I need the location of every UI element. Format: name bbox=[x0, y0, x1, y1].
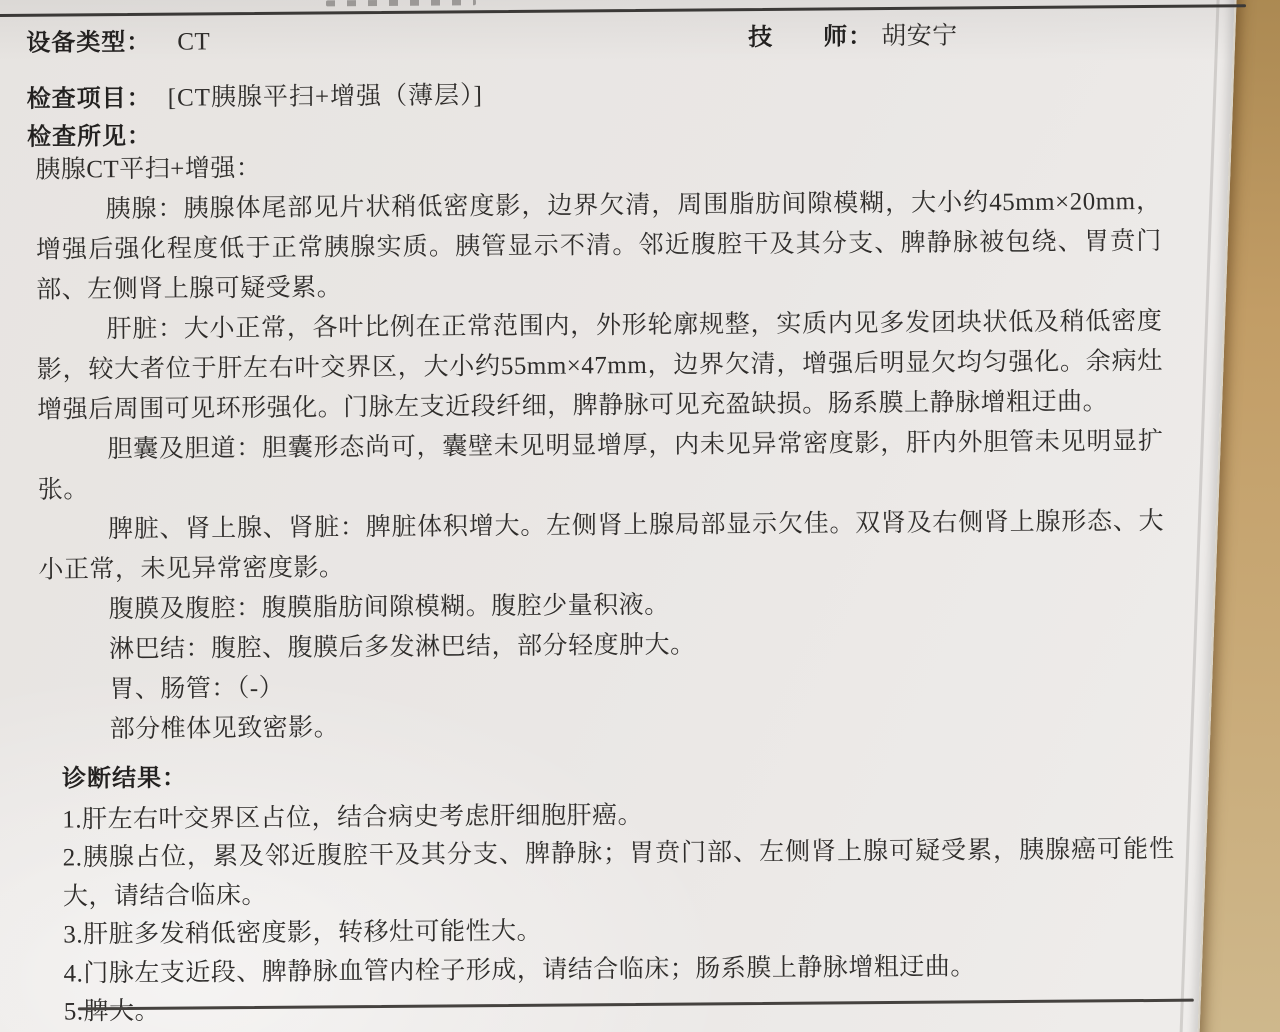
findings-heading-row bbox=[27, 116, 152, 152]
top-divider-line bbox=[0, 4, 1246, 17]
technician-value: 胡安宁 bbox=[881, 22, 958, 51]
findings-paragraph-vertebrae: 部分椎体见致密影。 bbox=[109, 714, 340, 744]
diagnosis-item-1: 1.肝左右叶交界区占位，结合病史考虑肝细胞肝癌。 bbox=[62, 801, 644, 834]
findings-section bbox=[35, 142, 1166, 751]
exam-item-row bbox=[27, 75, 483, 115]
findings-heading: 检查所见： bbox=[26, 122, 153, 151]
findings-paragraph-gallbladder: 胆囊及胆道：胆囊形态尚可，囊壁未见明显增厚，内未见异常密度影，肝内外胆管未见明显扩张。 bbox=[37, 427, 1164, 504]
findings-paragraph-liver: 肝脏：大小正常，各叶比例在正常范围内，外形轮廓规整，实质内见多发团块状低及稍低密度影，较大者位于肝左右叶交界区，大小约55mm×47mm，边界欠清，增强后明显欠均匀强化。余病灶增强后周围可见环形强化。门脉左支近段纤细，脾静脉可见充盈缺损。肠系膜上静脉增粗迂曲。 bbox=[36, 307, 1163, 424]
findings-paragraph-stomach-bowel: 胃、肠管：（-） bbox=[109, 674, 285, 704]
diagnosis-item-5: 5.脾大。 bbox=[63, 997, 161, 1026]
diagnosis-item-3: 3.肝脏多发稍低密度影，转移灶可能性大。 bbox=[63, 917, 543, 949]
cropped-text-remnant bbox=[326, 0, 476, 6]
device-type-value: CT bbox=[177, 28, 211, 56]
findings-paragraph-pancreas: 胰腺：胰腺体尾部见片状稍低密度影，边界欠清，周围脂肪间隙模糊，大小约45mm×20mm，增强后强化程度低于正常胰腺实质。胰管显示不清。邻近腹腔干及其分支、脾静脉被包绕、胃贲门部、左侧肾上腺可疑受累。 bbox=[35, 187, 1162, 304]
findings-paragraph-lymph-nodes: 淋巴结：腹腔、腹膜后多发淋巴结，部分轻度肿大。 bbox=[108, 631, 696, 664]
diagnosis-item-2: 2.胰腺占位，累及邻近腹腔干及其分支、脾静脉；胃贲门部、左侧肾上腺可疑受累，胰腺癌可能性大，请结合临床。 bbox=[62, 835, 1175, 911]
exam-item-label: 检查项目： bbox=[26, 84, 152, 113]
exam-item-value: [CT胰腺平扫+增强（薄层）] bbox=[167, 82, 484, 112]
diagnosis-section bbox=[62, 752, 1176, 1032]
device-type-label: 设备类型： bbox=[26, 28, 152, 57]
findings-intro: 胰腺CT平扫+增强： bbox=[35, 154, 262, 184]
technician-label: 技 师： bbox=[748, 23, 874, 52]
device-type-row bbox=[26, 21, 210, 57]
diagnosis-item-4: 4.门脉左支近段、脾静脉血管内栓子形成，请结合临床；肠系膜上静脉增粗迂曲。 bbox=[63, 952, 976, 988]
findings-paragraph-peritoneum: 腹膜及腹腔：腹膜脂肪间隙模糊。腹腔少量积液。 bbox=[108, 591, 670, 624]
technician-row bbox=[748, 15, 958, 53]
findings-paragraph-spleen-kidneys: 脾脏、肾上腺、肾脏：脾脏体积增大。左侧肾上腺局部显示欠佳。双肾及右侧肾上腺形态、大小正常，未见异常密度影。 bbox=[38, 507, 1165, 584]
diagnosis-heading: 诊断结果： bbox=[61, 764, 188, 793]
